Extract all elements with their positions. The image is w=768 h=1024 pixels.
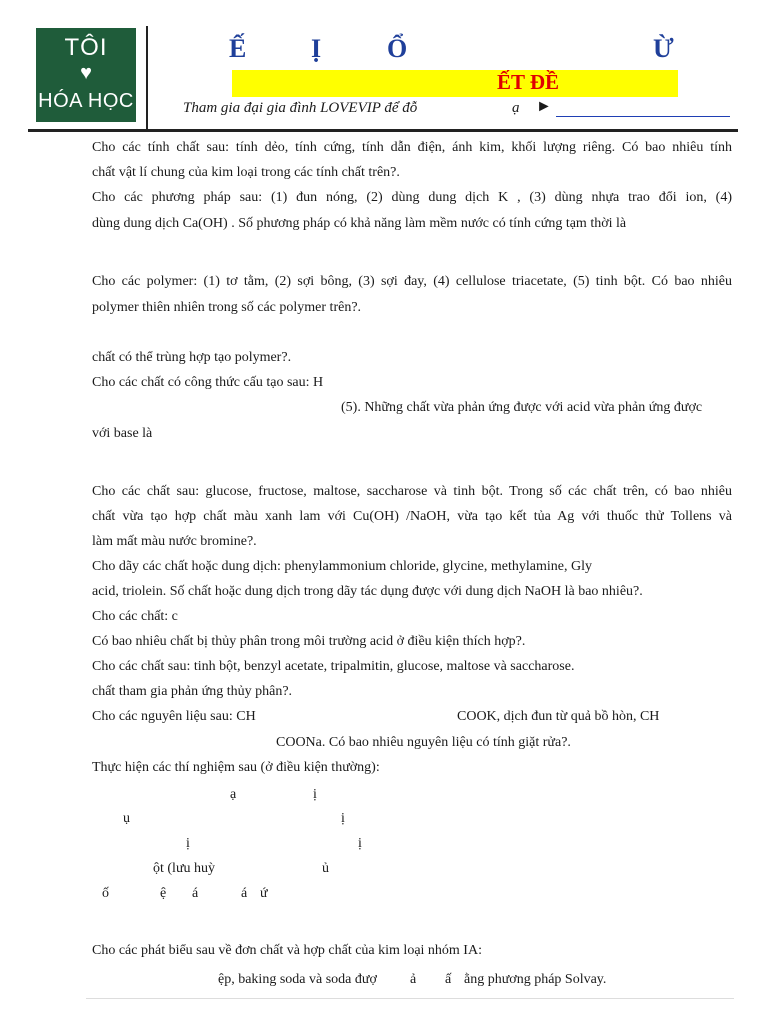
text-fragment: ột (lưu huỳ — [153, 861, 216, 876]
text-fragment: ạ — [230, 787, 237, 802]
text-line: Thực hiện các thí nghiệm sau (ở điều kiện thường): — [92, 760, 380, 775]
heart-icon: ♥ — [80, 62, 92, 84]
logo-line-1: TÔI — [64, 34, 108, 61]
logo-line-2: HÓA HỌC — [38, 90, 134, 112]
text-line: Cho các chất sau: tinh bột, benzyl acetate, tripalmitin, glucose, maltose và saccharose. — [92, 659, 575, 674]
header-divider-horizontal — [28, 129, 738, 132]
text-fragment: ệ — [160, 886, 167, 901]
text-fragment: ị — [313, 787, 317, 802]
text-line: Cho các phương pháp sau: (1) đun nóng, (2) dùng dung dịch K , (3) dùng nhựa trao đổi ion, (4) — [92, 190, 732, 205]
banner-text: ẾT ĐỀ — [497, 70, 560, 94]
text-line: acid, triolein. Số chất hoặc dung dịch trong dãy tác dụng được với dung dịch NaOH là bao nhiêu?. — [92, 584, 643, 599]
text-fragment: ệp, baking soda và soda đượ — [218, 972, 377, 987]
text-line: chất có thể trùng hợp tạo polymer?. — [92, 350, 292, 365]
text-line: chất vừa tạo hợp chất màu xanh lam với Cu(OH) /NaOH, vừa tạo kết tủa Ag với thuốc thử Tollens và — [92, 509, 732, 524]
text-fragment: ố — [102, 886, 109, 901]
slogan-link[interactable] — [556, 116, 730, 117]
arrow-icon: ► — [536, 98, 552, 115]
text-line: với base là — [92, 426, 153, 441]
text-line: chất tham gia phản ứng thủy phân?. — [92, 684, 293, 699]
text-line: làm mất màu nước bromine?. — [92, 534, 257, 549]
text-line: Cho các chất: c — [92, 609, 178, 624]
text-line: chất vật lí chung của kim loại trong các tính chất trên?. — [92, 165, 400, 180]
text-line: Cho các tính chất sau: tính dẻo, tính cứng, tính dẫn điện, ánh kim, khối lượng riêng. Có bao nhiêu tính — [92, 140, 732, 155]
text-fragment: ủ — [322, 861, 329, 876]
slogan: Tham gia đại gia đình LOVEVIP để đỗ — [183, 100, 418, 116]
text-line: Cho các polymer: (1) tơ tằm, (2) sợi bông, (3) sợi đay, (4) cellulose triacetate, (5) tinh bột. Có bao nhiêu — [92, 274, 732, 289]
text-line: Cho các nguyên liệu sau: CH — [92, 709, 256, 724]
text-fragment: ả — [410, 972, 417, 987]
text-line: Cho dãy các chất hoặc dung dịch: phenylammonium chloride, glycine, methylamine, Gly — [92, 559, 592, 574]
slogan-tail: ạ — [512, 100, 520, 116]
header-divider-vertical — [146, 26, 148, 129]
text-line: COONa. Có bao nhiêu nguyên liệu có tính giặt rửa?. — [276, 735, 571, 750]
text-line: (5). Những chất vừa phản ứng được với acid vừa phản ứng được — [341, 400, 703, 415]
text-fragment: á — [241, 886, 248, 901]
title-char-3: Ổ — [387, 34, 408, 63]
text-line: COOK, dịch đun từ quả bồ hòn, CH — [457, 709, 660, 724]
text-fragment: ị — [341, 811, 345, 826]
logo — [36, 28, 136, 122]
text-fragment: ị — [186, 836, 190, 851]
title-char-1: Ế — [229, 34, 247, 63]
text-line: Có bao nhiêu chất bị thủy phân trong môi trường acid ở điều kiện thích hợp?. — [92, 634, 526, 649]
text-fragment: ằng phương pháp Solvay. — [464, 972, 607, 987]
banner — [232, 70, 678, 97]
text-fragment: ấ — [445, 972, 452, 987]
text-line: dùng dung dịch Ca(OH) . Số phương pháp có khả năng làm mềm nước có tính cứng tạm thời là — [92, 216, 627, 231]
text-fragment: á — [192, 886, 199, 901]
text-fragment: ị — [358, 836, 362, 851]
text-line: Cho các chất có công thức cấu tạo sau: H — [92, 375, 324, 390]
text-fragment: ụ — [123, 811, 130, 826]
title-char-4: Ừ — [653, 34, 674, 63]
text-line: polymer thiên nhiên trong số các polymer trên?. — [92, 300, 362, 315]
text-line: Cho các chất sau: glucose, fructose, maltose, saccharose và tinh bột. Trong số các chất trên, có bao nhiêu — [92, 484, 732, 499]
text-line: Cho các phát biểu sau về đơn chất và hợp chất của kim loại nhóm IA: — [92, 943, 482, 958]
title-char-2: Ị — [311, 34, 322, 63]
page-bottom-rule — [86, 998, 734, 999]
text-fragment: ứ — [260, 886, 268, 901]
